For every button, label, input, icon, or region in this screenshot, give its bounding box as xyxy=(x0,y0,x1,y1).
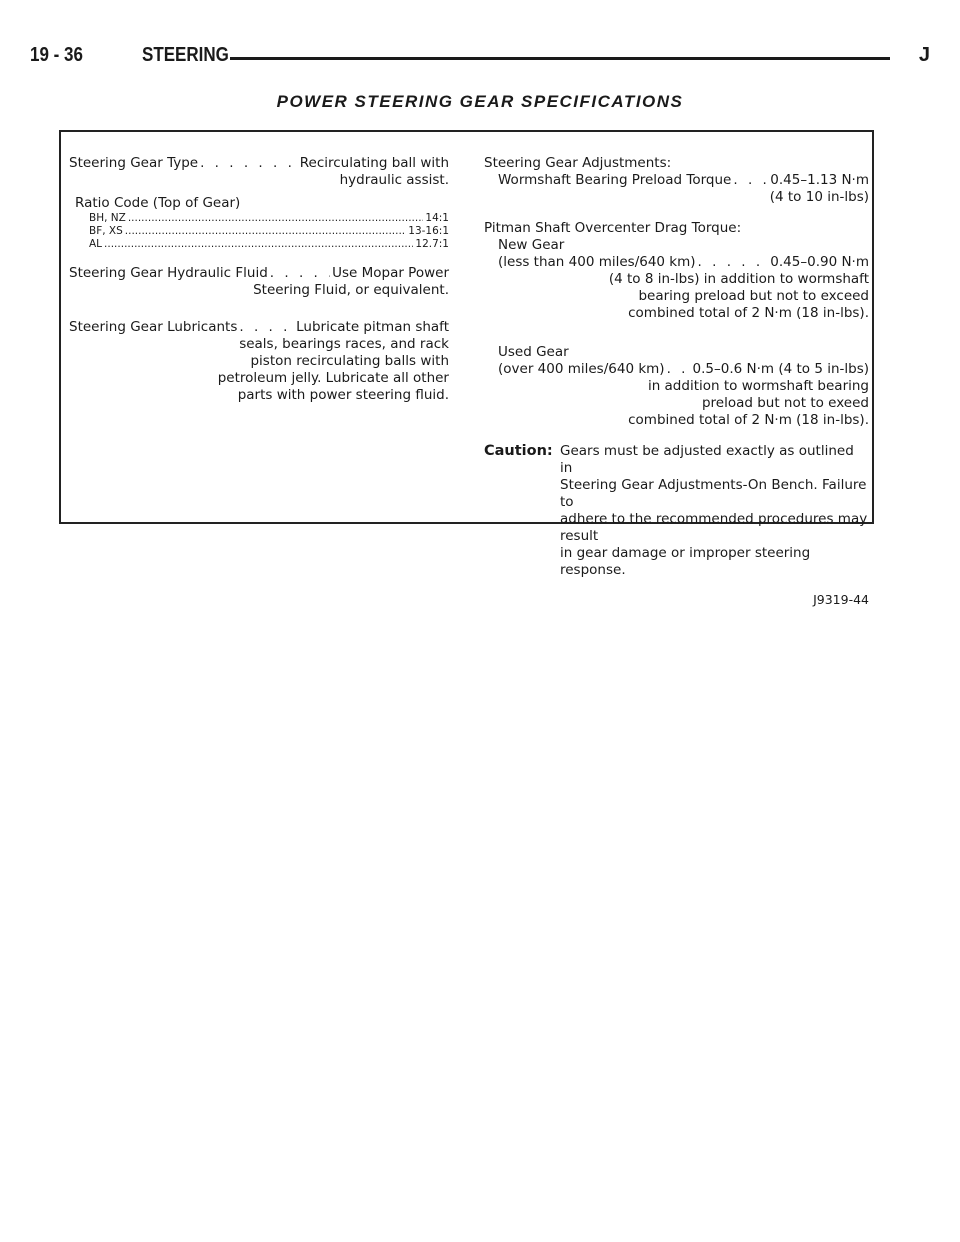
page-number: 19 - 36 xyxy=(30,44,83,66)
page-header xyxy=(30,44,930,74)
lubricants-line: piston recirculating balls with xyxy=(250,353,449,369)
ratio-row xyxy=(69,212,449,225)
preload-value-cont: (4 to 10 in-lbs) xyxy=(769,189,869,205)
ratio-value: 13-16:1 xyxy=(408,225,449,237)
caution-line: Gears must be adjusted exactly as outlined in xyxy=(560,443,854,476)
lubricants-line: parts with power steering fluid. xyxy=(237,387,449,403)
used-gear-heading: Used Gear xyxy=(498,344,569,360)
spacer xyxy=(484,206,869,220)
used-gear-line: in addition to wormshaft bearing xyxy=(647,378,869,394)
left-column xyxy=(69,155,449,404)
caution-line: Steering Gear Adjustments-On Bench. Failure to xyxy=(560,477,867,510)
leader-dots xyxy=(270,265,330,282)
caution-line: in gear damage or improper steering response. xyxy=(560,545,811,578)
gear-type-label: Steering Gear Type xyxy=(69,155,199,171)
leader-dots xyxy=(733,172,768,189)
ratio-value: 12.7:1 xyxy=(415,238,449,250)
header-rule xyxy=(230,57,890,60)
fluid-label: Steering Gear Hydraulic Fluid xyxy=(69,265,268,281)
gear-type-value-cont: hydraulic assist. xyxy=(339,172,449,188)
preload-label: Wormshaft Bearing Preload Torque xyxy=(498,172,732,188)
used-gear-line: combined total of 2 N·m (18 in-lbs). xyxy=(628,412,869,428)
ratio-value: 14:1 xyxy=(425,212,449,224)
figure-id: J9319-44 xyxy=(813,592,869,607)
leader-dots xyxy=(698,254,769,271)
lubricants-row xyxy=(69,319,449,336)
spacer xyxy=(69,251,449,265)
page-title: POWER STEERING GEAR SPECIFICATIONS xyxy=(276,92,684,111)
vehicle-letter: J xyxy=(918,44,930,66)
used-gear-line: preload but not to exeed xyxy=(701,395,869,411)
leader-dots xyxy=(104,238,413,251)
used-gear-label: (over 400 miles/640 km) xyxy=(498,361,665,377)
spacer xyxy=(484,322,869,344)
new-gear-row xyxy=(484,254,869,271)
ratio-code: AL xyxy=(89,238,103,250)
new-gear-line: combined total of 2 N·m (18 in-lbs). xyxy=(628,305,869,321)
leader-dots xyxy=(239,319,294,336)
caution-note xyxy=(484,443,869,579)
ratio-row xyxy=(69,225,449,238)
new-gear-heading: New Gear xyxy=(498,237,565,253)
used-gear-row xyxy=(484,361,869,378)
spacer xyxy=(69,299,449,319)
ratio-code: BF, XS xyxy=(89,225,123,237)
fluid-value-cont: Steering Fluid, or equivalent. xyxy=(253,282,449,298)
used-gear-value: 0.5–0.6 N·m (4 to 5 in-lbs) xyxy=(692,361,869,377)
adjustments-heading: Steering Gear Adjustments: xyxy=(484,155,672,171)
leader-dots xyxy=(200,155,298,172)
ratio-row xyxy=(69,238,449,251)
lubricants-value: Lubricate pitman shaft xyxy=(296,319,449,335)
lubricants-line: seals, bearings races, and rack xyxy=(239,336,449,352)
new-gear-line: bearing preload but not to exceed xyxy=(638,288,869,304)
gear-type-row xyxy=(69,155,449,172)
section-name: STEERING xyxy=(142,44,229,66)
ratio-heading: Ratio Code (Top of Gear) xyxy=(75,195,241,211)
new-gear-line: (4 to 8 in-lbs) in addition to wormshaft xyxy=(608,271,869,287)
leader-dots xyxy=(667,361,691,378)
right-column xyxy=(484,155,869,608)
preload-row xyxy=(484,172,869,189)
caution-label: Caution: xyxy=(484,443,553,459)
lubricants-line: petroleum jelly. Lubricate all other xyxy=(217,370,449,386)
fluid-value: Use Mopar Power xyxy=(332,265,449,281)
new-gear-label: (less than 400 miles/640 km) xyxy=(498,254,696,270)
leader-dots xyxy=(128,212,424,225)
preload-value: 0.45–1.13 N·m xyxy=(770,172,869,188)
caution-text xyxy=(560,443,869,579)
fluid-row xyxy=(69,265,449,282)
leader-dots xyxy=(125,225,406,238)
lubricants-label: Steering Gear Lubricants xyxy=(69,319,238,335)
gear-type-value: Recirculating ball with xyxy=(299,155,449,171)
caution-line: adhere to the recommended procedures may result xyxy=(560,511,868,544)
pitman-heading: Pitman Shaft Overcenter Drag Torque: xyxy=(484,220,742,236)
new-gear-value: 0.45–0.90 N·m xyxy=(770,254,869,270)
ratio-code: BH, NZ xyxy=(89,212,126,224)
